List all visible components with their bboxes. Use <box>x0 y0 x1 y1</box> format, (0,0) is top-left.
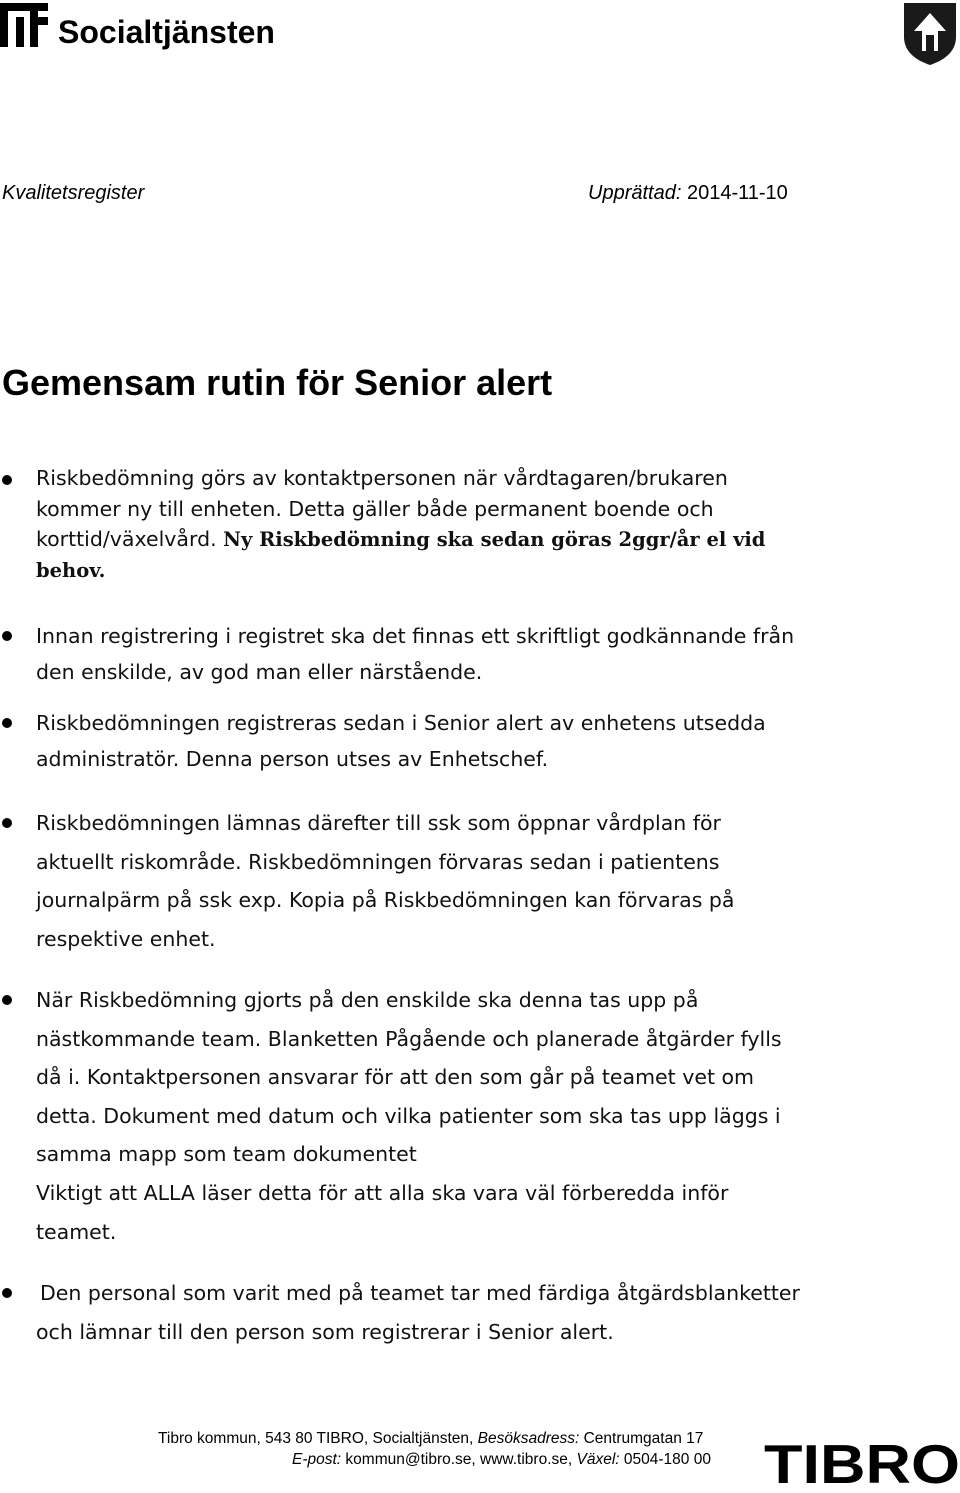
text-line: Riskbedömningen registreras sedan i Senior alert av enhetens utsedda <box>36 711 766 735</box>
list-item-text <box>36 981 896 1251</box>
tibro-wordmark: TIBRO <box>764 1436 960 1488</box>
emphasis-text: behov. <box>36 559 106 583</box>
established-value: 2014-11-10 <box>686 182 788 204</box>
bullet-icon <box>2 631 12 641</box>
footer <box>0 1426 960 1493</box>
footer-contact <box>292 1449 711 1471</box>
list-item-text <box>36 1274 900 1351</box>
bullet-icon <box>2 718 12 728</box>
text-line: När Riskbedömning gjorts på den enskilde ska denna tas upp på <box>36 988 699 1012</box>
footer-address <box>158 1428 703 1450</box>
text-line: den enskilde, av god man eller närstående. <box>36 660 483 684</box>
visit-label: Besöksadress: <box>477 1430 580 1447</box>
register-label: Kvalitetsregister <box>2 182 145 204</box>
organization-name: Socialtjänsten <box>58 14 275 50</box>
list-item-text <box>36 804 896 958</box>
bullet-icon <box>2 475 12 485</box>
bullet-icon <box>2 818 12 828</box>
text-line: respektive enhet. <box>36 926 216 951</box>
bullet-icon <box>2 1288 12 1298</box>
emphasis-text: Ny Riskbedömning ska sedan göras 2ggr/år el vid <box>223 528 766 552</box>
text-line: journalpärm på ssk exp. Kopia på Riskbedömningen kan förvaras på <box>36 888 735 913</box>
text-line: Innan registrering i registret ska det finnas ett skriftligt godkännande från <box>36 624 795 648</box>
tibro-logo-icon <box>764 1436 960 1488</box>
text-segment: korttid/växelvård. <box>36 527 217 552</box>
text-line: Viktigt att ALLA läser detta för att alla ska vara väl förberedda inför <box>36 1180 729 1205</box>
text-line: teamet. <box>36 1219 117 1244</box>
established-label: Upprättad: <box>588 182 682 204</box>
t-logo-icon <box>0 3 48 47</box>
text-line: nästkommande team. Blanketten Pågående och planerade åtgärder fylls <box>36 1026 782 1051</box>
coat-of-arms-icon <box>902 1 958 67</box>
page-title: Gemensam rutin för Senior alert <box>2 362 553 403</box>
text-line: och lämnar till den person som registrerar i Senior alert. <box>36 1319 614 1344</box>
text-line: administratör. Denna person utses av Enhetschef. <box>36 747 549 771</box>
text-line: Riskbedömning görs av kontaktpersonen när vårdtagaren/brukaren <box>36 466 728 490</box>
list-item-text <box>36 463 896 587</box>
list-item-text <box>36 705 896 777</box>
footer-address-main: Tibro kommun, 543 80 TIBRO, Socialtjänsten, <box>158 1430 478 1447</box>
list-item-text <box>36 618 896 690</box>
established-date <box>588 180 788 206</box>
phone-label: Växel: <box>576 1451 620 1468</box>
text-line: då i. Kontaktpersonen ansvarar för att den som går på teamet vet om <box>36 1065 755 1090</box>
text-line: Den personal som varit med på teamet tar med färdiga åtgärdsblanketter <box>40 1281 800 1305</box>
text-line: Riskbedömningen lämnas därefter till ssk som öppnar vårdplan för <box>36 811 721 835</box>
text-line <box>36 524 896 556</box>
phone-value: 0504-180 00 <box>619 1451 711 1468</box>
email-value: kommun@tibro.se, www.tibro.se, <box>341 1451 577 1468</box>
visit-value: Centrumgatan 17 <box>579 1430 704 1447</box>
bullet-icon <box>2 995 12 1005</box>
text-line: aktuellt riskområde. Riskbedömningen förvaras sedan i patientens <box>36 849 720 874</box>
email-label: E-post: <box>292 1451 342 1468</box>
text-line: detta. Dokument med datum och vilka patienter som ska tas upp läggs i <box>36 1103 781 1128</box>
text-line: kommer ny till enheten. Detta gäller både permanent boende och <box>36 496 714 521</box>
text-line: samma mapp som team dokumentet <box>36 1142 417 1167</box>
